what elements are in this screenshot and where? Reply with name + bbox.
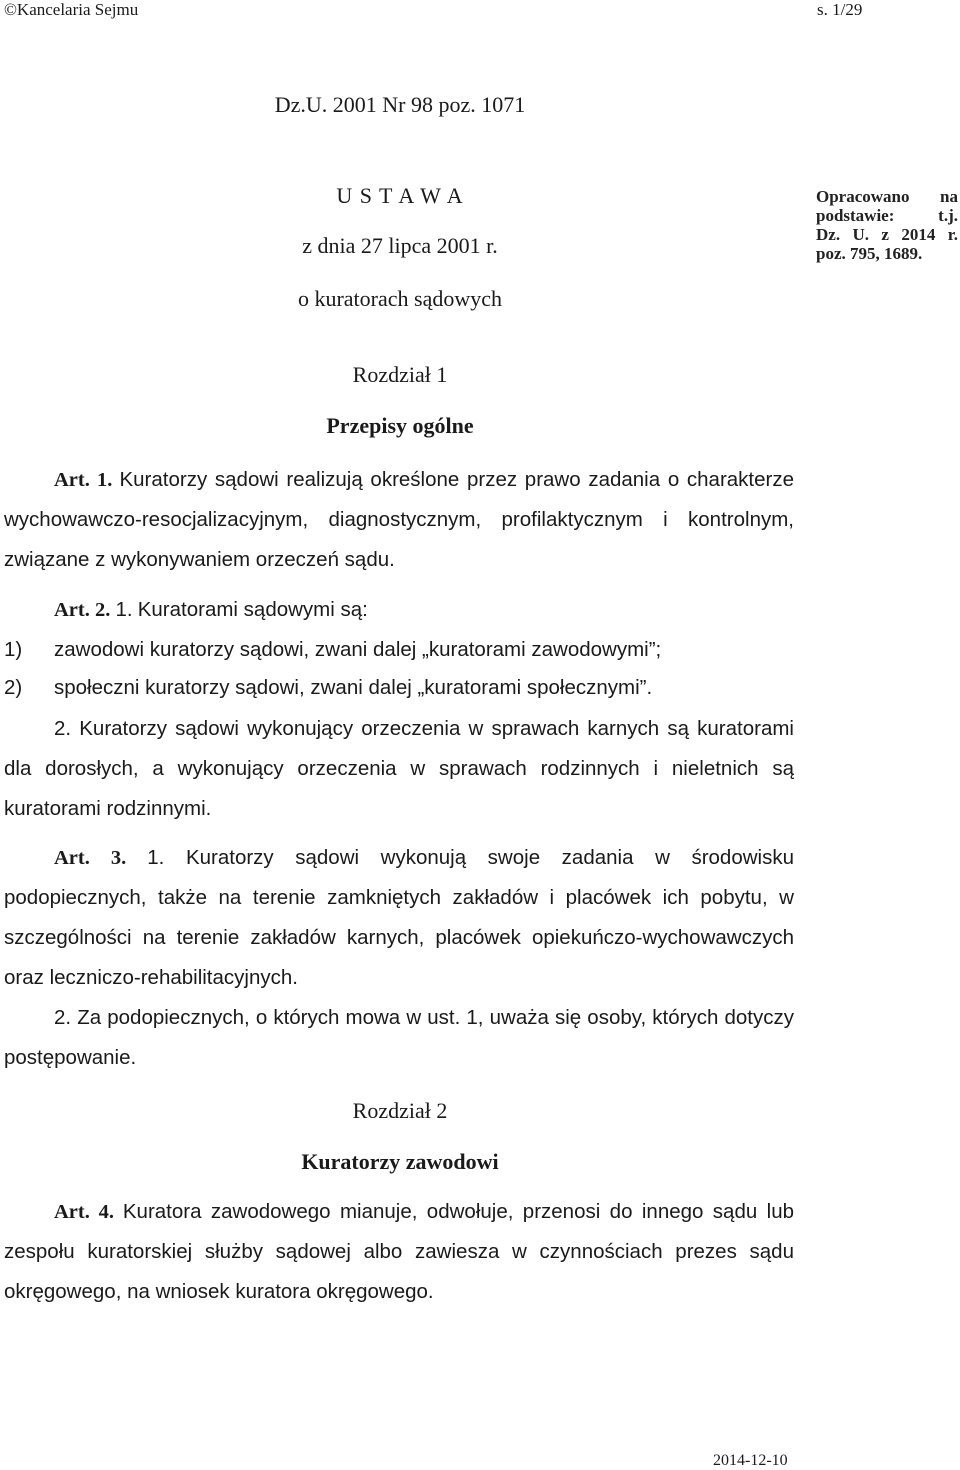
article-3-para-1-text: 1. Kuratorzy sądowi wykonują swoje zadania w środowisku podopiecznych, także na terenie zamkniętych zakładów i placówek ich pobytu, w szczególności na terenie zakładów karnych, placówek opiekuńczo-wychowawczych oraz leczniczo-rehabilitacyjnych. xyxy=(4,846,794,989)
consolidation-note-line: podstawie: t.j. xyxy=(816,206,958,225)
consolidation-note-line: Dz. U. z 2014 r. xyxy=(816,225,958,244)
chapter-2-title: Kuratorzy zawodowi xyxy=(301,1149,499,1174)
article-4-text: Kuratora zawodowego mianuje, odwołuje, przenosi do innego sądu lub zespołu kuratorskiej służby sądowej albo zawiesza w czynnościach prezes sądu okręgowego, na wniosek kuratora okręgowego. xyxy=(4,1200,795,1303)
list-item-number: 2) xyxy=(4,676,23,699)
consolidation-note-line: poz. 795, 1689. xyxy=(816,244,923,263)
article-4 xyxy=(4,1192,794,1312)
article-4-heading: Art. 4. xyxy=(54,1201,115,1223)
chapter-1-title: Przepisy ogólne xyxy=(326,413,474,438)
article-2-heading: Art. 2. xyxy=(54,599,111,621)
list-item-number: 1) xyxy=(4,638,23,661)
list-item-text: społeczni kuratorzy sądowi, zwani dalej „kuratorami społecznymi”. xyxy=(54,676,653,699)
chapter-2-label: Rozdział 2 xyxy=(352,1098,448,1123)
article-1-heading: Art. 1. xyxy=(54,469,113,491)
article-3 xyxy=(4,838,794,998)
article-2 xyxy=(4,590,794,630)
article-2-para-2 xyxy=(4,709,794,829)
article-3-para-2 xyxy=(4,998,794,1078)
act-type: U S T A W A xyxy=(336,183,464,208)
act-date: z dnia 27 lipca 2001 r. xyxy=(302,233,498,258)
article-3-heading: Art. 3. xyxy=(54,847,127,869)
article-3-para-2-text: 2. Za podopiecznych, o których mowa w ust. 1, uważa się osoby, których dotyczy postępowanie. xyxy=(4,1006,794,1069)
document-date: 2014-12-10 xyxy=(713,1452,788,1469)
chapter-1-label: Rozdział 1 xyxy=(352,362,448,387)
page-number: s. 1/29 xyxy=(817,0,863,19)
article-2-para-1-text: Kuratorami sądowymi są: xyxy=(137,598,368,621)
article-2-para-1-number: 1. xyxy=(115,598,133,621)
list-item-text: zawodowi kuratorzy sądowi, zwani dalej „kuratorami zawodowymi”; xyxy=(54,638,662,661)
article-2-para-2-text: 2. Kuratorzy sądowi wykonujący orzeczenia w sprawach karnych są kuratorami dla dorosłych, a wykonujący orzeczenia w sprawach rodzinnych i nieletnich są kuratorami rodzinnymi. xyxy=(4,717,794,820)
consolidation-note-line: Opracowano na xyxy=(816,187,958,206)
consolidation-note xyxy=(816,187,958,263)
journal-reference: Dz.U. 2001 Nr 98 poz. 1071 xyxy=(274,92,526,117)
list-item xyxy=(4,668,652,708)
act-subject: o kuratorach sądowych xyxy=(297,286,503,311)
list-item xyxy=(4,630,661,670)
article-1 xyxy=(4,460,794,580)
article-1-text: Kuratorzy sądowi realizują określone przez prawo zadania o charakterze wychowawczo-resocjalizacyjnym, diagnostycznym, profilaktycznym i kontrolnym, związane z wykonywaniem orzeczeń sądu. xyxy=(4,468,795,571)
header-copyright: ©Kancelaria Sejmu xyxy=(4,0,139,19)
